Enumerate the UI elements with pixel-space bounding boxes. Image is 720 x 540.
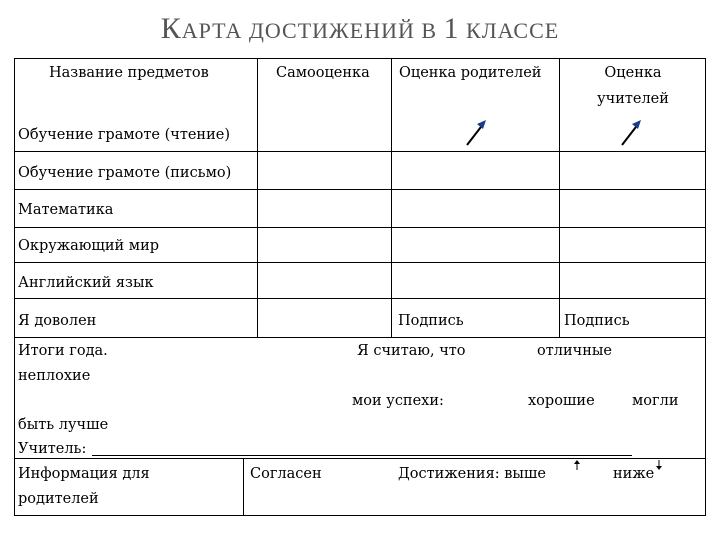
header-self-assessment: Самооценка <box>276 65 370 81</box>
results-be-better: быть лучше <box>18 417 109 433</box>
results-excellent: отличные <box>537 343 612 359</box>
arrow-up-right-icon <box>462 118 490 148</box>
header-teacher-assessment-1: Оценка <box>604 65 662 81</box>
subject-math: Математика <box>18 202 114 218</box>
results-heading: Итоги года. <box>18 343 108 359</box>
info-for-parents-1: Информация для <box>18 466 150 482</box>
title-first-letter: К <box>160 12 182 45</box>
title-tail: КЛАССЕ <box>459 18 560 43</box>
column-divider <box>257 58 258 337</box>
header-teacher-assessment-2: учителей <box>597 91 669 107</box>
satisfied-label: Я доволен <box>18 313 97 329</box>
agree-label: Согласен <box>250 466 322 482</box>
subject-nature: Окружающий мир <box>18 238 160 254</box>
arrow-up-icon <box>573 460 581 470</box>
row-divider <box>14 189 706 190</box>
achievements-above: Достижения: выше <box>398 466 546 482</box>
info-for-parents-2: родителей <box>18 491 99 507</box>
teacher-signature-line <box>92 455 632 456</box>
column-divider <box>243 458 244 516</box>
row-divider <box>14 298 706 299</box>
teacher-label: Учитель: <box>18 441 87 457</box>
subject-reading: Обучение грамоте (чтение) <box>18 127 230 143</box>
arrow-down-icon <box>655 460 663 470</box>
results-could: могли <box>632 393 679 409</box>
results-good: хорошие <box>528 393 595 409</box>
signature-parent: Подпись <box>398 313 464 329</box>
column-divider <box>391 58 392 337</box>
column-divider <box>559 58 560 337</box>
results-i-think: Я считаю, что <box>357 343 466 359</box>
achievements-below: ниже <box>613 466 655 482</box>
results-my-success: мои успехи: <box>352 393 444 409</box>
subject-english: Английский язык <box>18 275 154 291</box>
row-divider <box>14 151 706 152</box>
row-divider <box>14 458 706 459</box>
results-bad: неплохие <box>18 368 91 384</box>
header-subjects: Название предметов <box>49 65 209 81</box>
title-caps: АРТА ДОСТИЖЕНИЙ В <box>181 18 444 43</box>
subject-writing: Обучение грамоте (письмо) <box>18 165 232 181</box>
arrow-up-right-icon <box>617 118 645 148</box>
row-divider <box>14 337 706 338</box>
row-divider <box>14 262 706 263</box>
header-parents-assessment: Оценка родителей <box>399 65 542 81</box>
page-title <box>0 12 720 46</box>
title-number: 1 <box>443 12 460 45</box>
row-divider <box>14 227 706 228</box>
signature-teacher: Подпись <box>564 313 630 329</box>
